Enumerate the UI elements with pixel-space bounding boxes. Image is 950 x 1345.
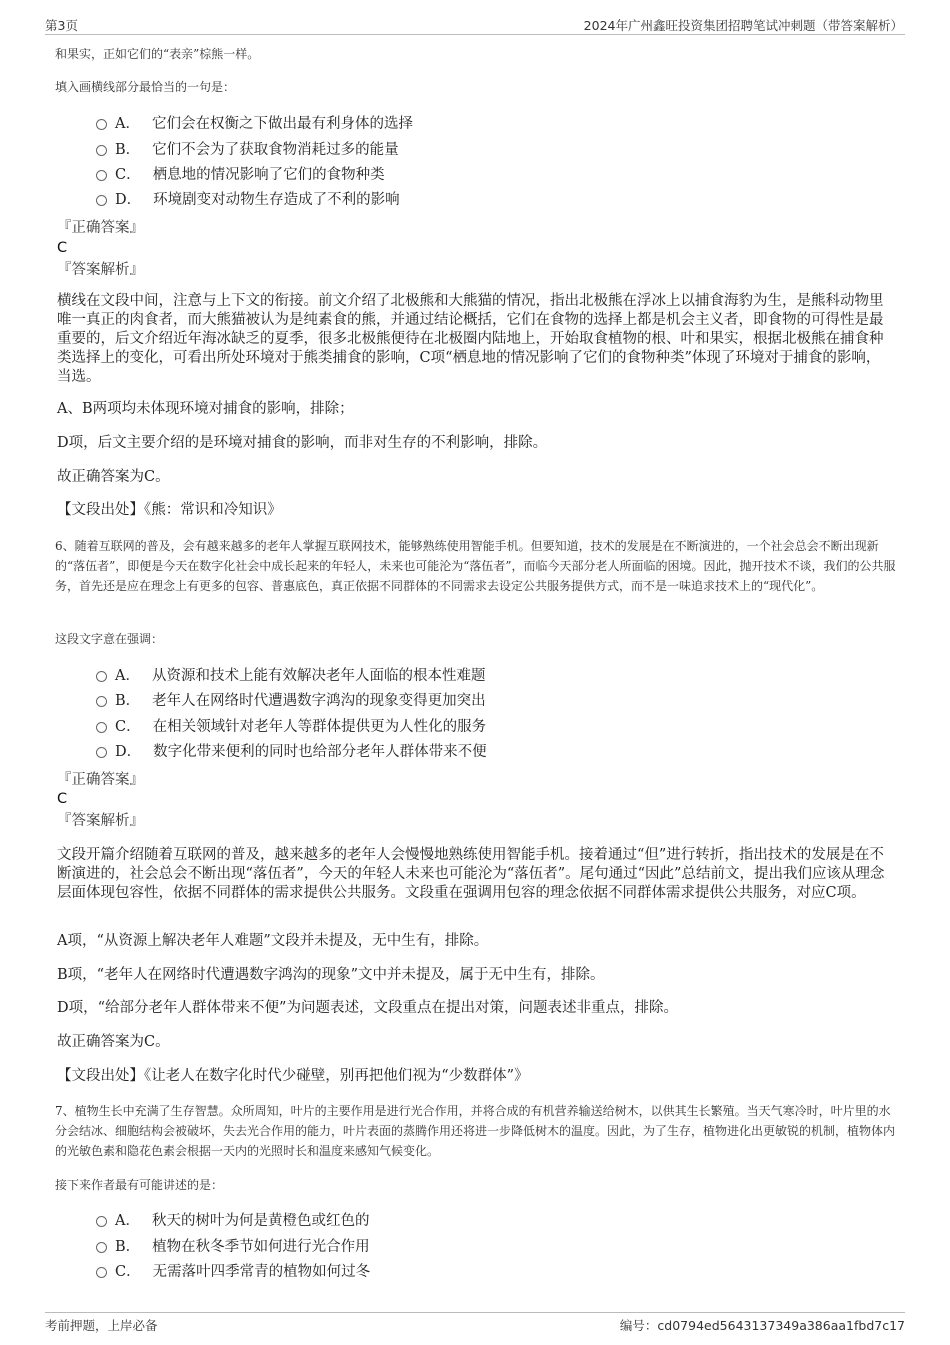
option-d[interactable]: D． 数字化带来便利的同时也给部分老年人群体带来不便 — [96, 742, 487, 762]
option-c[interactable]: C． 无需落叶四季常青的植物如何过冬 — [96, 1262, 370, 1282]
radio-icon[interactable] — [96, 119, 107, 130]
analysis-elimination: D项，后文主要介绍的是环境对捕食的影响，而非对生存的不利影响，排除。 — [57, 435, 548, 451]
option-c[interactable]: C． 栖息地的情况影响了它们的食物种类 — [96, 165, 385, 185]
source: 【文段出处】《让老人在数字化时代少碰壁，别再把他们视为“少数群体”》 — [57, 1068, 529, 1084]
radio-icon[interactable] — [96, 722, 107, 733]
radio-icon[interactable] — [96, 1216, 107, 1227]
analysis-elimination: D项，“给部分老年人群体带来不便”为问题表述，文段重点在提出对策，问题表述非重点，排除。 — [57, 1000, 678, 1016]
page-number: 第3页 — [45, 18, 78, 33]
radio-icon[interactable] — [96, 170, 107, 181]
radio-icon[interactable] — [96, 1242, 107, 1253]
radio-icon[interactable] — [96, 145, 107, 156]
analysis-text: 横线在文段中间，注意与上下文的衔接。前文介绍了北极熊和大熊猫的情况，指出北极熊在浮冰上以捕食海豹为生，是熊科动物里唯一真正的肉食者，而大熊猫被认为是纯素食的熊，并通过结论概括，它们在食物的选择上都是机会主义者，即食物的可得性是最重要的，后文介绍近年海冰缺乏的夏季，很多北极熊便待在北极圈内陆地上，开始取食植物的根、叶和果实，根据北极熊在捕食种类选择上的变化，可看出所处环境对于熊类捕食的影响，C项“栖息地的情况影响了它们的食物种类”体现了环境对于捕食的影响，当选。 — [57, 293, 884, 385]
option-d[interactable]: D． 环境剧变对动物生存造成了不利的影响 — [96, 190, 400, 210]
document-title: 2024年广州鑫旺投资集团招聘笔试冲刺题（带答案解析） — [583, 18, 903, 33]
analysis-text: 文段开篇介绍随着互联网的普及，越来越多的老年人会慢慢地熟练使用智能手机。接着通过“但”进行转折，指出技术的发展是在不断演进的，社会总会不断出现“落伍者”，今天的年轻人未来也可能沦为“落伍者”。尾句通过“因此”总结前文，提出我们应该从理念层面体现包容性，依据不同群体的需求提供公共服务。文段重在强调用包容的理念依据不同群体需求提供公共服务，对应C项。 — [57, 847, 885, 901]
option-a[interactable]: A． 它们会在权衡之下做出最有利身体的选择 — [96, 114, 413, 134]
source: 【文段出处】《熊：常识和冷知识》 — [57, 502, 282, 518]
radio-icon[interactable] — [96, 195, 107, 206]
question-stem: 6、随着互联网的普及，会有越来越多的老年人掌握互联网技术，能够熟练使用智能手机。但要知道，技术的发展是在不断演进的，一个社会总会不断出现新的“落伍者”，即便是今天在数字化社会中成长起来的年轻人，未来也可能沦为“落伍者”，而临今天部分老人所面临的困境。因此，抛开技术不谈，我们的公共服务，首先还是应在理念上有更多的包容、普惠底色，真正依据不同群体的不同需求去设定公共服务提供方式，而不是一味追求技术上的“现代化”。 — [55, 539, 896, 593]
radio-icon[interactable] — [96, 747, 107, 758]
analysis-elimination: A项，“从资源上解决老年人难题”文段并未提及，无中生有，排除。 — [57, 933, 489, 949]
answer-label: 『正确答案』 — [57, 772, 144, 788]
question-text-tail: 和果实，正如它们的“表亲”棕熊一样。 — [55, 47, 260, 61]
answer-label: 『正确答案』 — [57, 220, 144, 236]
footer-slogan: 考前押题，上岸必备 — [45, 1318, 158, 1333]
question-prompt: 接下来作者最有可能讲述的是： — [55, 1178, 224, 1192]
analysis-label: 『答案解析』 — [57, 813, 144, 829]
question-prompt: 填入画横线部分最恰当的一句是： — [55, 80, 236, 94]
option-c[interactable]: C． 在相关领域针对老年人等群体提供更为人性化的服务 — [96, 717, 486, 737]
analysis-elimination: B项，“老年人在网络时代遭遇数字鸿沟的现象”文中并未提及，属于无中生有，排除。 — [57, 967, 605, 983]
option-a[interactable]: A． 秋天的树叶为何是黄橙色或红色的 — [96, 1211, 369, 1231]
option-a[interactable]: A． 从资源和技术上能有效解决老年人面临的根本性难题 — [96, 666, 485, 686]
analysis-label: 『答案解析』 — [57, 262, 144, 278]
conclusion: 故正确答案为C。 — [57, 469, 170, 485]
option-b[interactable]: B． 老年人在网络时代遭遇数字鸿沟的现象变得更加突出 — [96, 691, 486, 711]
question-prompt: 这段文字意在强调： — [55, 632, 164, 646]
radio-icon[interactable] — [96, 1267, 107, 1278]
conclusion: 故正确答案为C。 — [57, 1034, 170, 1050]
option-b[interactable]: B． 它们不会为了获取食物消耗过多的能量 — [96, 140, 399, 160]
analysis-elimination: A、B两项均未体现环境对捕食的影响，排除； — [57, 401, 354, 417]
option-b[interactable]: B． 植物在秋冬季节如何进行光合作用 — [96, 1237, 370, 1257]
page-header — [45, 14, 905, 35]
answer-value: C — [57, 240, 68, 256]
page-footer — [45, 1312, 905, 1337]
radio-icon[interactable] — [96, 671, 107, 682]
document-code: 编号：cd0794ed5643137349a386aa1fbd7c17 — [619, 1318, 905, 1333]
answer-value: C — [57, 791, 68, 807]
question-stem: 7、植物生长中充满了生存智慧。众所周知，叶片的主要作用是进行光合作用，并将合成的有机营养输送给树木，以供其生长繁殖。当天气寒冷时，叶片里的水分会结冰、细胞结构会被破坏，失去光合作用的能力，叶片表面的蒸腾作用还将进一步降低树木的温度。因此，为了生存，植物进化出更敏锐的机制，植物体内的光敏色素和隐花色素会根据一天内的光照时长和温度来感知气候变化。 — [55, 1104, 896, 1158]
radio-icon[interactable] — [96, 696, 107, 707]
